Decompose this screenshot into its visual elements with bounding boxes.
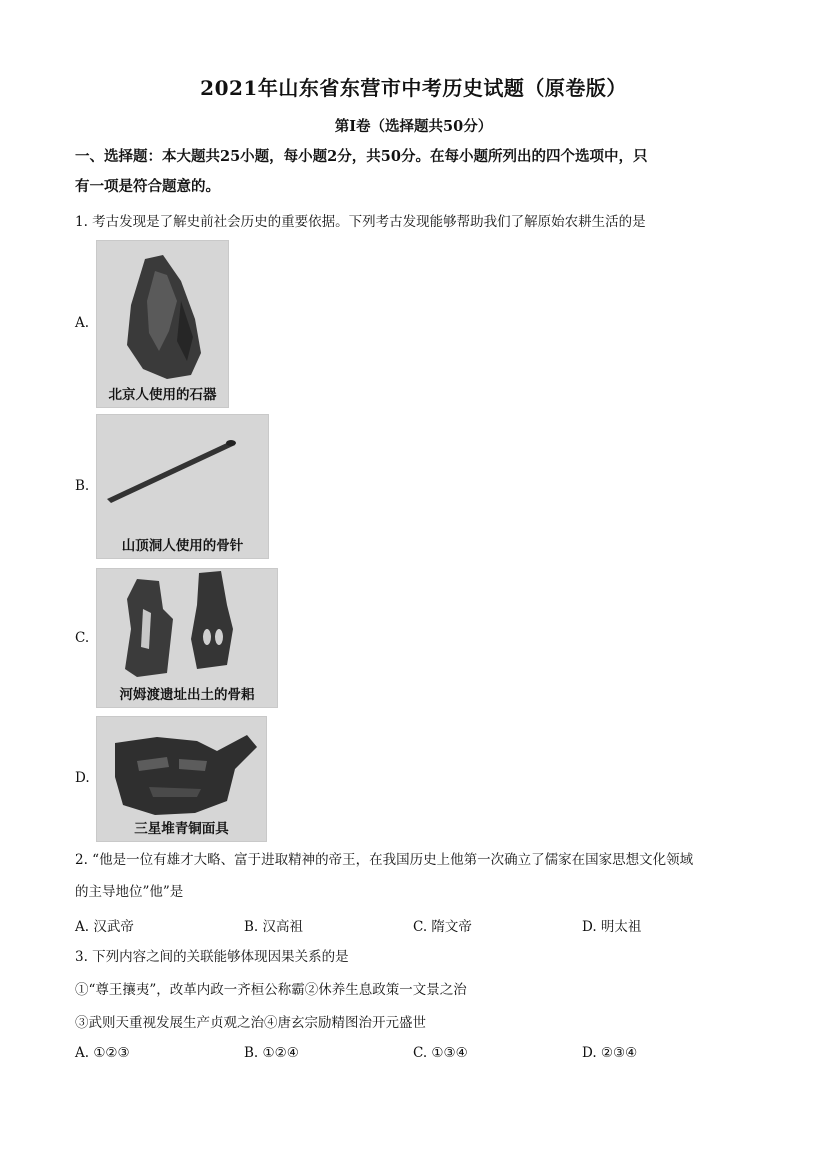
question-2-stem-line1: 2. “他是一位有雄才大略、富于进取精神的帝王，在我国历史上他第一次确立了儒家在国家思想文化领域 <box>75 852 694 868</box>
paper-subtitle: 第Ⅰ卷（选择题共50分） <box>334 118 493 135</box>
question-3-choice-a[interactable]: A. ①②③ <box>75 1045 130 1061</box>
option-c-caption: 河姆渡遗址出土的骨耜 <box>119 687 255 703</box>
option-d-caption: 三星堆青铜面具 <box>134 821 229 837</box>
option-c-image[interactable] <box>96 568 278 708</box>
question-3-choice-b[interactable]: B. ①②④ <box>244 1045 299 1061</box>
option-a-image[interactable] <box>96 240 229 408</box>
section-instructions-line2: 有一项是符合题意的。 <box>75 178 220 195</box>
question-3-choice-d[interactable]: D. ②③④ <box>582 1045 638 1061</box>
question-1-stem: 1. 考古发现是了解史前社会历史的重要依据。下列考古发现能够帮助我们了解原始农耕生活的是 <box>75 214 646 230</box>
question-2-choice-c[interactable]: C. 隋文帝 <box>413 919 472 935</box>
question-3-items-line2: ③武则天重视发展生产贞观之治④唐玄宗励精图治开元盛世 <box>75 1015 426 1031</box>
page-title: 2021年山东省东营市中考历史试题（原卷版） <box>200 76 627 100</box>
question-2-choice-d[interactable]: D. 明太祖 <box>582 919 642 935</box>
option-c-label[interactable]: C. <box>75 630 90 646</box>
question-3-stem: 3. 下列内容之间的关联能够体现因果关系的是 <box>75 949 349 965</box>
option-d-image[interactable] <box>96 716 267 842</box>
option-b-caption: 山顶洞人使用的骨针 <box>121 538 244 554</box>
option-b-label[interactable]: B. <box>75 478 90 494</box>
question-2-choice-a[interactable]: A. 汉武帝 <box>75 919 134 935</box>
question-3-choice-c[interactable]: C. ①③④ <box>413 1045 468 1061</box>
option-a-caption: 北京人使用的石器 <box>108 387 217 403</box>
question-3-items-line1: ①“尊王攘夷”，改革内政一齐桓公称霸②休养生息政策一文景之治 <box>75 982 467 998</box>
question-2-stem-line2: 的主导地位”他”是 <box>75 884 184 900</box>
option-d-label[interactable]: D. <box>75 770 90 786</box>
question-2-choice-b[interactable]: B. 汉高祖 <box>244 919 304 935</box>
option-b-image[interactable] <box>96 414 269 559</box>
section-instructions-line1: 一、选择题：本大题共25小题，每小题2分，共50分。在每小题所列出的四个选项中，只 <box>75 148 648 165</box>
option-a-label[interactable]: A. <box>75 315 90 331</box>
